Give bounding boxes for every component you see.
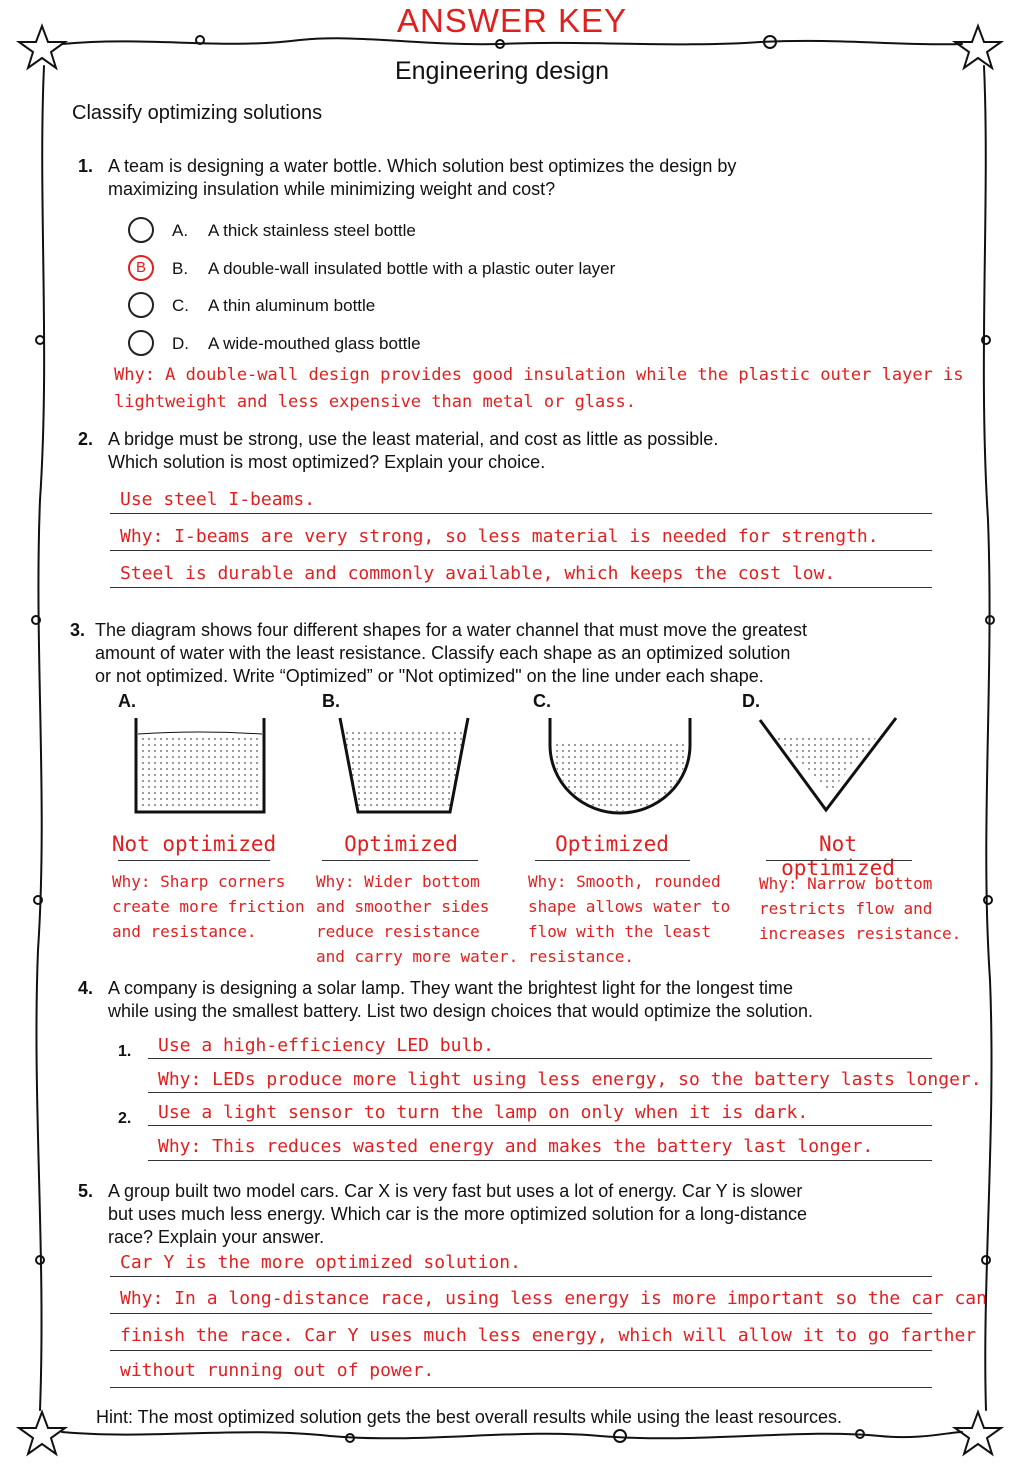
q5-text-line3: race? Explain your answer. bbox=[108, 1227, 325, 1247]
q1-option-a-text: A thick stainless steel bottle bbox=[208, 221, 416, 240]
q5-answer-line4: without running out of power. bbox=[120, 1360, 435, 1381]
q1-option-b-letter: B. bbox=[172, 259, 189, 278]
q1-why-line2: lightweight and less expensive than metal or glass. bbox=[114, 392, 636, 412]
q3-shape-c-answer: Optimized bbox=[555, 832, 669, 856]
q1-why-line1: Why: A double-wall design provides good insulation while the plastic outer layer is bbox=[114, 365, 964, 385]
q1-option-a-radio[interactable] bbox=[128, 217, 154, 243]
channel-shape-trapezoid bbox=[340, 718, 468, 812]
answer-key-title: ANSWER KEY bbox=[396, 2, 628, 39]
q3-shape-a-label: A. bbox=[118, 691, 136, 711]
q2-answer-rule3 bbox=[110, 587, 932, 588]
q3-shape-a-rule bbox=[118, 860, 270, 861]
q5-number: 5. bbox=[78, 1181, 94, 1201]
q3-shape-d-why: Why: Narrow bottom restricts flow and increases resistance. bbox=[759, 874, 962, 943]
channel-shapes-diagram bbox=[110, 700, 910, 830]
q5-text-line1: A group built two model cars. Car X is very fast but uses a lot of energy. Car Y is slower bbox=[108, 1181, 803, 1201]
q4-item1-rule bbox=[148, 1058, 932, 1059]
q4-item1-why: Why: LEDs produce more light using less energy, so the battery lasts longer. bbox=[158, 1069, 982, 1090]
q3-shape-a-answer: Not optimized bbox=[111, 832, 277, 856]
q5-text-line2: but uses much less energy. Which car is the more optimized solution for a long-distance bbox=[108, 1204, 807, 1224]
q5-answer-line3: finish the race. Car Y uses much less energy, which will allow it to go farther bbox=[120, 1325, 977, 1346]
q3-shape-c-rule bbox=[535, 860, 690, 861]
hint-text: Hint: The most optimized solution gets the best overall results while using the least resources. bbox=[96, 1407, 843, 1427]
q4-item1-answer: Use a high-efficiency LED bulb. bbox=[158, 1035, 494, 1056]
q5-answer-rule2 bbox=[110, 1313, 932, 1314]
q2-text-line1: A bridge must be strong, use the least material, and cost as little as possible. bbox=[108, 429, 719, 449]
channel-shape-triangle bbox=[760, 718, 896, 810]
q1-option-b-radio[interactable]: B bbox=[128, 255, 154, 281]
q4-item1-why-rule bbox=[148, 1092, 932, 1093]
q5-answer-line2: Why: In a long-distance race, using less energy is more important so the car can bbox=[120, 1288, 987, 1309]
q1-number: 1. bbox=[78, 156, 94, 176]
q4-item2-answer: Use a light sensor to turn the lamp on only when it is dark. bbox=[158, 1102, 809, 1123]
q5-answer-rule3 bbox=[110, 1350, 932, 1351]
q3-shape-b-answer: Optimized bbox=[344, 832, 458, 856]
worksheet-subtitle: Engineering design bbox=[394, 57, 610, 85]
q3-shape-d-answer: Not optimized bbox=[781, 832, 895, 880]
q2-answer-line3: Steel is durable and commonly available, which keeps the cost low. bbox=[120, 563, 836, 584]
q1-option-d-radio[interactable] bbox=[128, 330, 154, 356]
q4-text-line2: while using the smallest battery. List two design choices that would optimize the solution. bbox=[108, 1001, 814, 1021]
q3-shape-c-label: C. bbox=[533, 691, 551, 711]
q1-option-b-text: A double-wall insulated bottle with a plastic outer layer bbox=[208, 259, 616, 278]
q5-answer-line1: Car Y is the more optimized solution. bbox=[120, 1252, 521, 1273]
q3-shape-d-label: D. bbox=[742, 691, 760, 711]
q4-item2-number: 2. bbox=[118, 1110, 132, 1127]
q2-text-line2: Which solution is most optimized? Explain your choice. bbox=[108, 452, 546, 472]
q5-answer-rule1 bbox=[110, 1276, 932, 1277]
q1-option-c-letter: C. bbox=[172, 296, 189, 315]
q4-item2-why-rule bbox=[148, 1160, 932, 1161]
q4-item2-why: Why: This reduces wasted energy and makes the battery last longer. bbox=[158, 1136, 874, 1157]
q3-shape-b-rule bbox=[322, 860, 478, 861]
q4-number: 4. bbox=[78, 978, 94, 998]
section-title: Classify optimizing solutions bbox=[72, 102, 323, 124]
q4-item2-rule bbox=[148, 1125, 932, 1126]
q3-text-line2: amount of water with the least resistance. Classify each shape as an optimized solution bbox=[95, 643, 791, 663]
q2-answer-rule1 bbox=[110, 513, 932, 514]
q2-number: 2. bbox=[78, 429, 94, 449]
q5-answer-rule4 bbox=[110, 1387, 932, 1388]
q3-number: 3. bbox=[70, 620, 86, 640]
q3-text-line3: or not optimized. Write “Optimized” or "Not optimized" on the line under each shape. bbox=[95, 666, 764, 686]
q2-answer-line2: Why: I-beams are very strong, so less material is needed for strength. bbox=[120, 526, 879, 547]
channel-shape-semicircle bbox=[550, 718, 690, 813]
q3-shape-c-why: Why: Smooth, rounded shape allows water to flow with the least resistance. bbox=[528, 872, 731, 966]
q1-text-line1: A team is designing a water bottle. Which solution best optimizes the design by bbox=[108, 156, 737, 176]
q1-option-d-text: A wide-mouthed glass bottle bbox=[208, 334, 421, 353]
q3-shape-b-label: B. bbox=[322, 691, 340, 711]
q1-option-d-letter: D. bbox=[172, 334, 189, 353]
q1-option-c-radio[interactable] bbox=[128, 292, 154, 318]
q4-text-line1: A company is designing a solar lamp. They want the brightest light for the longest time bbox=[108, 978, 794, 998]
q3-shape-a-why: Why: Sharp corners create more friction and resistance. bbox=[112, 872, 305, 941]
q3-shape-b-why: Why: Wider bottom and smoother sides reduce resistance and carry more water. bbox=[316, 872, 519, 966]
q2-answer-rule2 bbox=[110, 550, 932, 551]
q1-text-line2: maximizing insulation while minimizing weight and cost? bbox=[108, 179, 556, 199]
q3-shape-d-rule bbox=[766, 860, 912, 861]
q2-answer-line1: Use steel I-beams. bbox=[120, 489, 316, 510]
q1-option-c-text: A thin aluminum bottle bbox=[208, 296, 376, 315]
q1-option-a-letter: A. bbox=[172, 221, 189, 240]
q3-text-line1: The diagram shows four different shapes for a water channel that must move the greatest bbox=[95, 620, 808, 640]
channel-shape-rectangle bbox=[136, 718, 264, 812]
q4-item1-number: 1. bbox=[118, 1043, 132, 1060]
